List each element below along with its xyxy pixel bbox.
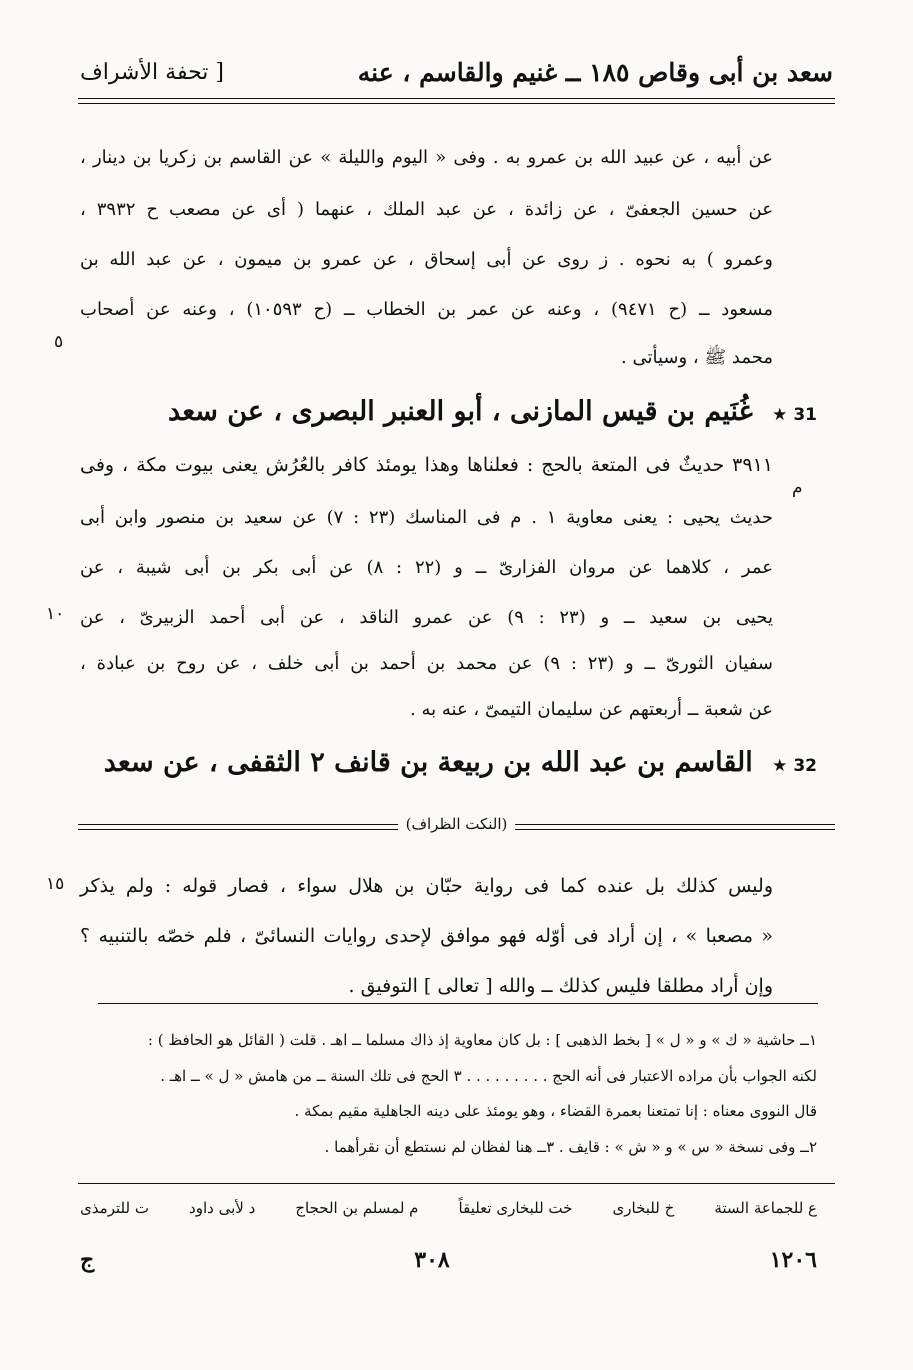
header-book-title: [ تحفة الأشراف bbox=[80, 59, 224, 85]
abbr-item: ت للترمذى bbox=[80, 1199, 149, 1217]
abbr-item: م لمسلم بن الحجاج bbox=[295, 1199, 419, 1217]
footnote-rule bbox=[98, 1003, 818, 1004]
volume-page-number: ١٢٠٦ bbox=[769, 1247, 817, 1273]
entry-title: القاسم بن عبد الله بن ربيعة بن قانف ٢ الثقفى ، عن سعد bbox=[103, 747, 753, 778]
body-line: وعمرو ) به نحوه . ز روى عن أبى إسحاق ، عن عمرو بن ميمون ، عن عبد الله بن bbox=[80, 249, 773, 270]
header-title: سعد بن أبى وقاص ١٨٥ ــ غنيم والقاسم ، عنه bbox=[357, 57, 833, 87]
margin-symbol: م bbox=[792, 478, 803, 498]
nukat-line: « مصعبا » ، إن أراد فى أوّله فهو موافق لإحدى روايات النسائىّ ، فلم خصّه بالتنبيه ؟ bbox=[80, 925, 773, 947]
page-number: ٣٠٨ bbox=[414, 1247, 450, 1273]
body-line: عن أبيه ، عن عبيد الله بن عمرو به . وفى « اليوم والليلة » عن القاسم بن زكريا بن دينار ، bbox=[80, 147, 773, 168]
hadith-line: عن شعبة ــ أربعتهم عن سليمان التيمىّ ، عنه به . bbox=[410, 699, 773, 720]
margin-number: ٥ bbox=[54, 332, 64, 352]
nukat-line: وليس كذلك بل عنده كما فى رواية حبّان بن هلال سواء ، فصار قوله : ولم يذكر bbox=[80, 875, 773, 897]
margin-number: ١٥ bbox=[46, 874, 65, 894]
hadith-line: يحيى بن سعيد ــ و (٢٣ : ٩) عن عمرو الناقد ، عن أبى أحمد الزبيرىّ ، عن bbox=[80, 607, 773, 628]
divider-label: (النكت الظراف) bbox=[398, 815, 516, 833]
nukat-line: وإن أراد مطلقا فليس كذلك ــ والله [ تعالى ] التوفيق . bbox=[348, 975, 773, 997]
header-rule bbox=[78, 98, 835, 104]
entry-heading-31 bbox=[80, 387, 817, 437]
volume-letter: ج bbox=[80, 1247, 95, 1273]
page-footer bbox=[80, 1240, 817, 1280]
abbr-item: د لأبى داود bbox=[189, 1199, 256, 1217]
footnote-line: ١ــ حاشية « ك » و « ل » [ بخط الذهبى ] : بل كان معاوية إذ ذاك مسلما ــ اهـ . قلت ( القائل هو الحافظ ) : bbox=[147, 1031, 817, 1049]
body-line: عن حسين الجعفىّ ، عن زائدة ، عن عبد الملك ، عنهما ( أى عن مصعب ح ٣٩٣٢ ، bbox=[80, 199, 773, 220]
margin-number: ١٠ bbox=[46, 604, 65, 624]
running-header bbox=[80, 52, 833, 92]
abbreviations-legend bbox=[80, 1193, 817, 1223]
entry-number: 32 ★ bbox=[772, 756, 817, 776]
abbreviations-rule bbox=[78, 1183, 835, 1184]
footnote-line: ٢ــ وفى نسخة « س » و « ش » : قايف . ٣ــ هنا لفظان لم نستطع أن نقرأهما . bbox=[324, 1138, 817, 1156]
hadith-line: سفيان الثورىّ ــ و (٢٣ : ٩) عن محمد بن أحمد بن أبى خلف ، عن روح بن عبادة ، bbox=[80, 653, 774, 674]
hadith-line: عمر ، كلاهما عن مروان الفزارىّ ــ و (٢٢ : ٨) عن أبى بكر بن أبى شيبة ، عن bbox=[80, 557, 773, 578]
body-line: مسعود ــ (ح ٩٤٧١) ، وعنه عن عمر بن الخطاب ــ (ح ١٠٥٩٣) ، وعنه عن أصحاب bbox=[80, 299, 774, 320]
hadith-line: ٣٩١١ حديثٌ فى المتعة بالحج : فعلناها وهذا يومئذ كافر بالعُرُش يعنى بيوت مكة ، وفى bbox=[80, 454, 773, 476]
footnote-line: لكنه الجواب بأن مراده الاعتبار فى أنه الحج . . . . . . . . . ٣ الحج فى تلك السنة ــ من هامش « ل » ــ اهـ . bbox=[160, 1067, 817, 1085]
body-line: محمد ﷺ ، وسيأتى . bbox=[621, 347, 773, 368]
entry-heading-32 bbox=[80, 738, 817, 788]
nukat-divider bbox=[78, 817, 835, 837]
abbr-item: ع للجماعة الستة bbox=[714, 1199, 817, 1217]
abbr-item: خت للبخارى تعليقاً bbox=[458, 1199, 573, 1217]
entry-number: 31 ★ bbox=[772, 405, 817, 425]
hadith-line: حديث يحيى : يعنى معاوية ١ . م فى المناسك (٢٣ : ٧) عن سعيد بن منصور وابن أبى bbox=[80, 507, 773, 528]
entry-title: غُنَيم بن قيس المازنى ، أبو العنبر البصرى ، عن سعد bbox=[168, 396, 753, 427]
abbr-item: خ للبخارى bbox=[612, 1199, 675, 1217]
footnote-line: قال النووى معناه : إنا تمتعنا بعمرة القضاء ، وهو يومئذ على دينه الجاهلية مقيم بمكة . bbox=[294, 1102, 817, 1120]
